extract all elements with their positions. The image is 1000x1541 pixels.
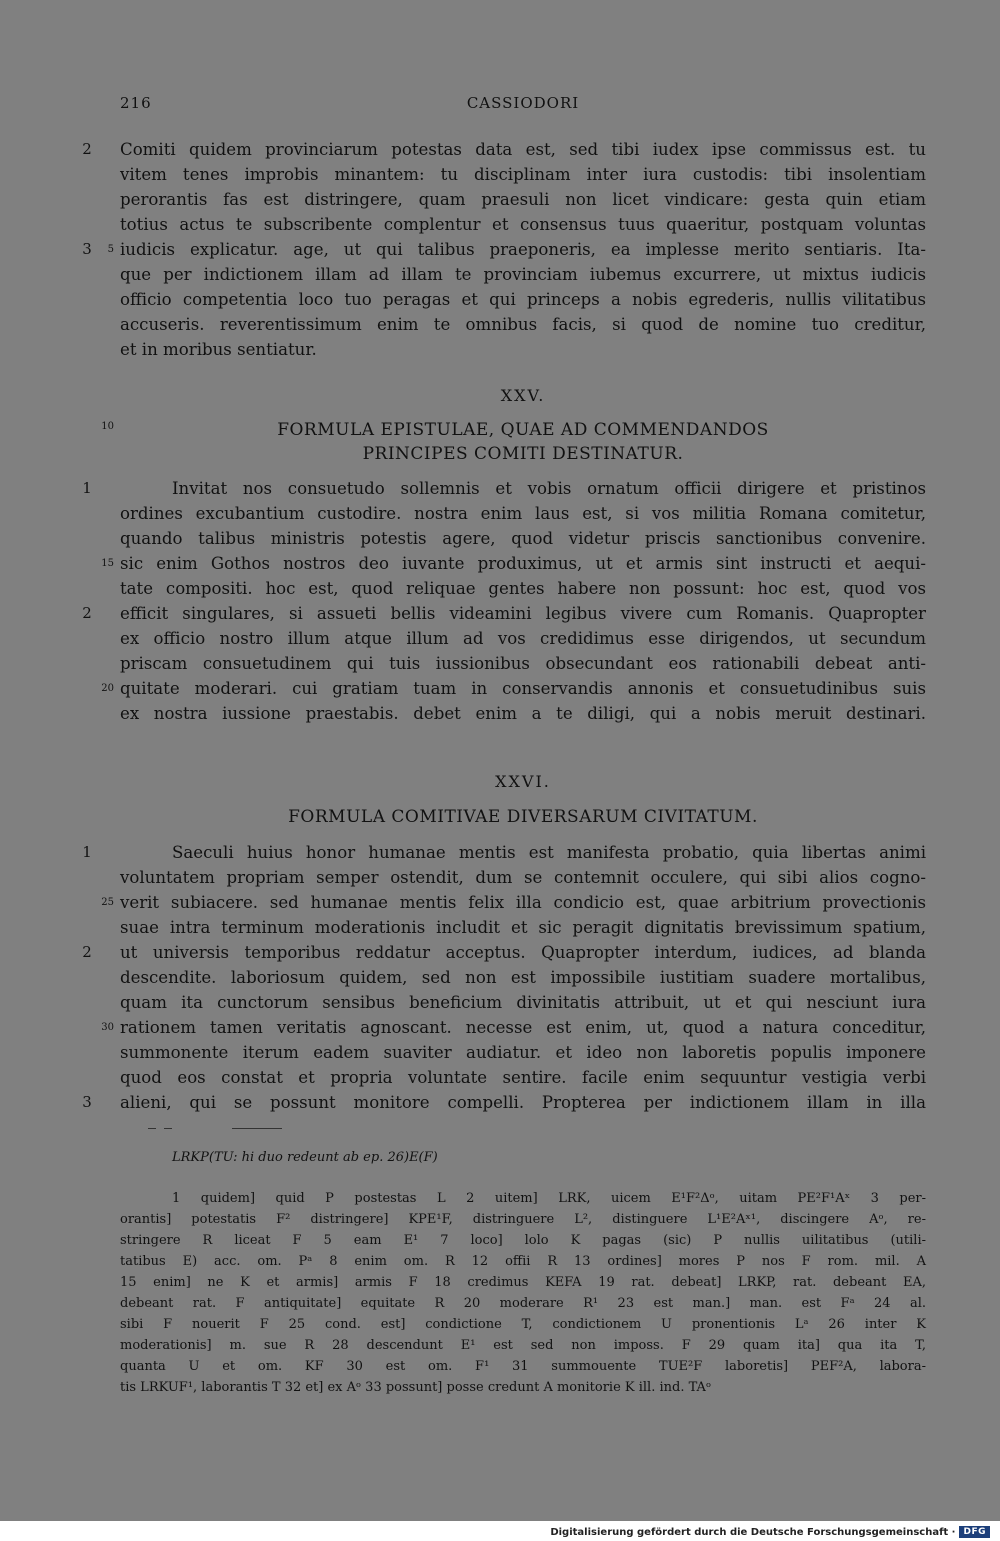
marginal-number: 2 [82,604,92,622]
page-number: 216 [120,94,152,112]
apparatus-rule [148,1128,156,1129]
text-line: verit subiacere. sed humanae mentis felix illa condicio est, quae arbitrium provectionis [120,893,926,912]
text-line: que per indictionem illam ad illam te provinciam iubemus excurrere, ut mixtus iudicis [120,265,926,284]
apparatus-line: quanta U et om. KF 30 est om. F¹ 31 summouente TUE²F laboretis] PEF²A, labora- [120,1359,926,1374]
running-header [120,94,926,118]
text-line: efficit singulares, si assueti bellis videamini legibus vivere cum Romanis. Quapropter [120,604,926,623]
apparatus-line: moderationis] m. sue R 28 descendunt E¹ est sed non imposs. F 29 quam ita] qua ita T, [120,1338,926,1353]
marginal-number: 3 [82,240,92,258]
dfg-logo: DFG [959,1526,990,1538]
digitization-credit [550,1524,990,1540]
text-line: quitate moderari. cui gratiam tuam in conservandis annonis et consuetudinibus suis [120,679,926,698]
line-number: 5 [107,244,114,255]
apparatus-line: stringere R liceat F 5 eam E¹ 7 loco] lolo K pagas (sic) P nullis uilitatibus (utili- [120,1233,926,1248]
text-line: Comiti quidem provinciarum potestas data est, sed tibi iudex ipse commissus est. tu [120,140,926,159]
text-line: sic enim Gothos nostros deo iuvante produximus, ut et armis sint instructi et aequi- [120,554,926,573]
text-line: ex officio nostro illum atque illum ad vos credidimus esse dirigendos, ut secundum [120,629,926,648]
text-line: accuseris. reverentissimum enim te omnibus facis, si quod de nomine tuo creditur, [120,315,926,334]
line-number: 20 [101,683,114,694]
text-line: alieni, qui se possunt monitore compelli. Propterea per indictionem illam in illa [120,1093,926,1112]
apparatus-rule [232,1128,282,1129]
marginal-number: 2 [82,140,92,158]
text-line: tate compositi. hoc est, quod reliquae gentes habere non possunt: hoc est, quod vos [120,579,926,598]
apparatus-line: orantis] potestatis F² distringere] KPE¹F, distringuere L², distinguere L¹E²Aˣ¹, discingere Aᵒ, re- [120,1212,926,1227]
text-line: perorantis fas est distringere, quam praesuli non licet vindicare: gesta quin etiam [120,190,926,209]
line-number: 25 [101,897,114,908]
text-line: suae intra terminum moderationis includit et sic peragit dignitatis brevissimum spatium, [120,918,926,937]
line-number: 30 [101,1022,114,1033]
section-numeral: XXV. [500,386,546,405]
text-line: quod eos constat et propria voluntate sentire. facile enim sequuntur vestigia verbi [120,1068,926,1087]
text-line: iudicis explicatur. age, ut qui talibus praeponeris, ea implesse merito sentiaris. Ita- [120,240,926,259]
section-title: FORMULA EPISTULAE, QUAE AD COMMENDANDOS [277,420,769,440]
text-line: rationem tamen veritatis agnoscant. necesse est enim, ut, quod a natura conceditur, [120,1018,926,1037]
apparatus-rule [164,1128,172,1129]
text-line: et in moribus sentiatur. [120,340,317,359]
section-title: PRINCIPES COMITI DESTINATUR. [362,444,684,464]
credit-text: Digitalisierung gefördert durch die Deutsche Forschungsgemeinschaft · [550,1526,956,1538]
apparatus-line: sibi F nouerit F 25 cond. est] condictione T, condictionem U pronentionis Lᵃ 26 inter K [120,1317,926,1332]
text-line: ut universis temporibus reddatur acceptus. Quapropter interdum, iudices, ad blanda [120,943,926,962]
text-line: descendite. laboriosum quidem, sed non est impossibile iustitiam suadere mortalibus, [120,968,926,987]
text-line: vitem tenes improbis minantem: tu disciplinam inter iura custodis: tibi insolentiam [120,165,926,184]
line-number: 15 [101,558,114,569]
text-line: summonente iterum eadem suaviter audiatur. et ideo non laboretis populis imponere [120,1043,926,1062]
text-line: officio competentia loco tuo peragas et qui princeps a nobis egrederis, nullis vilitatibus [120,290,926,309]
marginal-number: 1 [82,843,92,861]
text-line: ex nostra iussione praestabis. debet enim a te diligi, qui a nobis meruit destinari. [120,704,926,723]
text-line: voluntatem propriam semper ostendit, dum se contemnit occulere, qui sibi alios cogno- [120,868,926,887]
text-line: totius actus te subscribente complentur et consensus tuus quaeritur, postquam voluntas [120,215,926,234]
text-line: priscam consuetudinem qui tuis iussionibus obsecundant eos rationabili debeat anti- [120,654,926,673]
text-line: ordines excubantium custodire. nostra enim laus est, si vos militia Romana comitetur, [120,504,926,523]
apparatus-line: 15 enim] ne K et armis] armis F 18 credimus KEFA 19 rat. debeat] LRKP, rat. debeant EA, [120,1275,926,1290]
apparatus-sigla: LRKP(TU: hi duo redeunt ab ep. 26)E(F) [172,1150,438,1165]
apparatus-line: 1 quidem] quid P postestas L 2 uitem] LRK, uicem E¹F²Δᵒ, uitam PE²F¹Aˣ 3 per- [172,1191,926,1206]
section-numeral: XXVI. [495,772,551,791]
apparatus-line: debeant rat. F antiquitate] equitate R 20 moderare R¹ 23 est man.] man. est Fᵃ 24 al. [120,1296,926,1311]
running-title: CASSIODORI [466,94,580,112]
text-line: Invitat nos consuetudo sollemnis et vobis ornatum officii dirigere et pristinos [172,479,926,498]
line-number: 10 [101,421,114,432]
text-line: quam ita cunctorum sensibus beneficium divinitatis attribuit, ut et qui nesciunt iura [120,993,926,1012]
apparatus-line: tatibus E) acc. om. Pᵃ 8 enim om. R 12 offii R 13 ordines] mores P nos F rom. mil. A [120,1254,926,1269]
text-line: quando talibus ministris potestis agere, quod videtur priscis sanctionibus convenire. [120,529,926,548]
apparatus-line: tis LRKUF¹, laborantis T 32 et] ex Aᵒ 33 possunt] posse credunt A monitorie K ill. ind. TAᵒ [120,1380,711,1395]
text-line: Saeculi huius honor humanae mentis est manifesta probatio, quia libertas animi [172,843,926,862]
marginal-number: 2 [82,943,92,961]
marginal-number: 3 [82,1093,92,1111]
marginal-number: 1 [82,479,92,497]
section-title: FORMULA COMITIVAE DIVERSARUM CIVITATUM. [288,807,758,827]
